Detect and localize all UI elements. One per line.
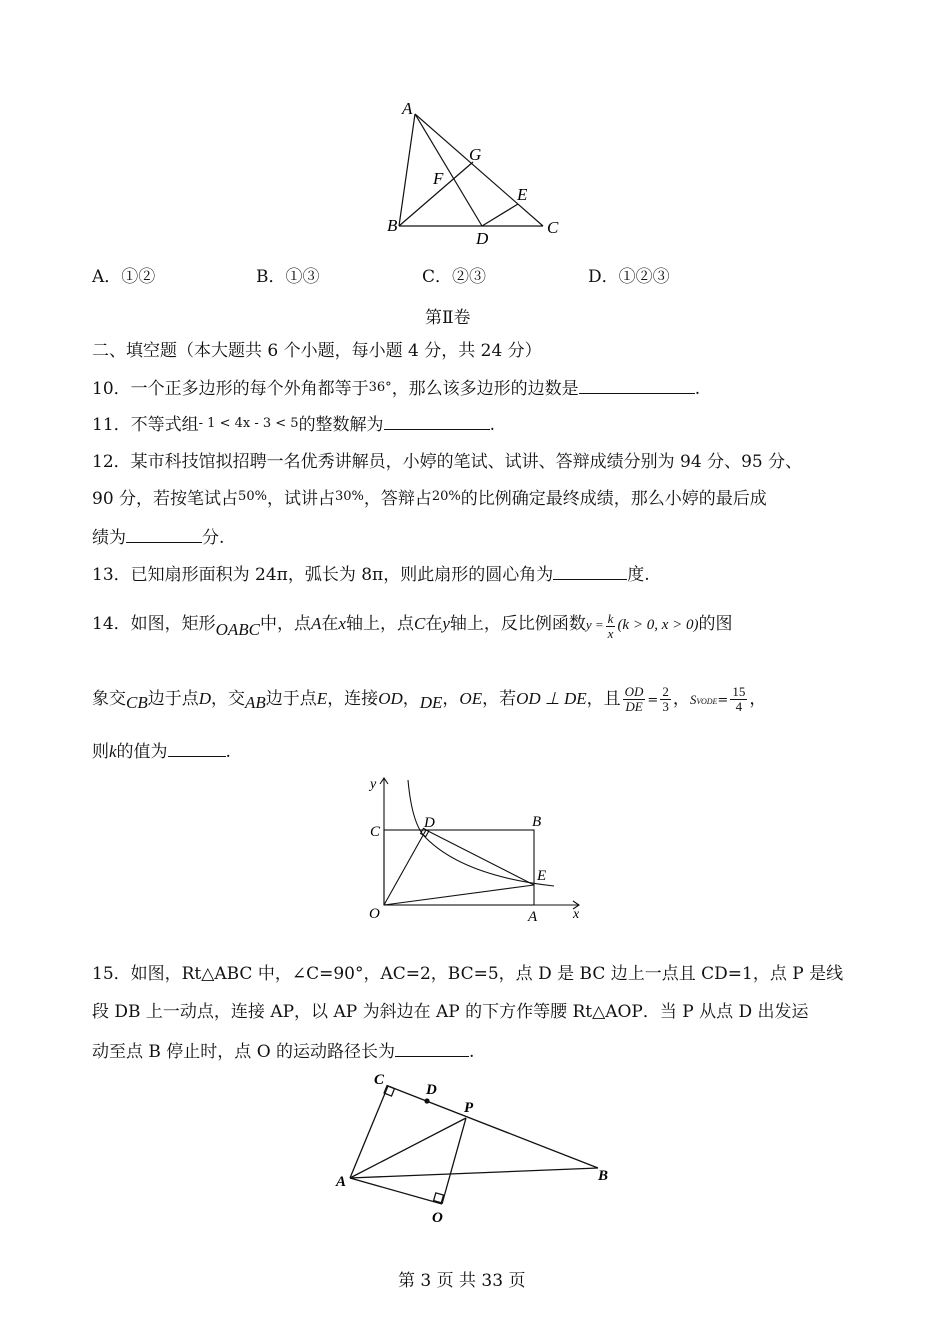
- question-12-line-1: 12．某市科技馆拟招聘一名优秀讲解员，小婷的笔试、试讲、答辩成绩分别为 94 分、95 分、: [92, 452, 803, 472]
- fig3-point-D: [424, 1098, 429, 1103]
- question-10: 10．一个正多边形的每个外角都等于36°，那么该多边形的边数是 .: [92, 379, 701, 399]
- question-11: 11．不等式组- 1 < 4x - 3 < 5的整数解为 .: [92, 415, 495, 435]
- fig1-label-F: F: [433, 169, 444, 188]
- fig1-label-D: D: [476, 229, 489, 248]
- fig3-label-D: D: [426, 1082, 437, 1098]
- option-b: B．①③: [256, 267, 320, 287]
- fig2-label-E: E: [537, 868, 547, 884]
- fig2-label-O: O: [369, 906, 380, 922]
- q14-area-label: S: [689, 692, 697, 707]
- fig3-label-C: C: [374, 1072, 385, 1088]
- figure-triangle: [380, 98, 570, 248]
- answer-blank-11[interactable]: [384, 413, 490, 430]
- question-15-line-2: 段 DB 上一动点，连接 AP，以 AP 为斜边在 AP 的下方作等腰 Rt△AOP．当 P 从点 D 出发运: [92, 1002, 809, 1022]
- answer-blank-12[interactable]: [126, 526, 202, 543]
- question-12-line-2: 90 分，若按笔试占$^{50\%}$，试讲占$^{30\%}$，答辩占$^{20\%}$的比例确定最终成绩，那么小婷的最后成: [92, 489, 767, 509]
- fig1-label-B: B: [387, 216, 398, 235]
- q14-function: y = $\frac{k}{x}$ (k > 0, x > 0): [585, 610, 699, 641]
- fig1-label-G: G: [469, 145, 482, 164]
- q14-perpendicular: OD ⊥ DE: [516, 689, 587, 708]
- question-14-line-3: 则k的值为 .: [92, 742, 231, 762]
- answer-blank-10[interactable]: [579, 377, 695, 394]
- question-13: 13．已知扇形面积为 24π，弧长为 8π，则此扇形的圆心角为 度.: [92, 565, 650, 585]
- q10-angle: 36°: [368, 380, 392, 395]
- section-heading: 二、填空题（本大题共 6 个小题，每小题 4 分，共 24 分）: [92, 341, 542, 361]
- fig2-label-C: C: [370, 824, 381, 840]
- option-d: D．①②③: [588, 267, 670, 287]
- q12-percent-2: 30%: [334, 489, 364, 504]
- question-15-line-1: 15．如图，Rt△ABC 中，∠C=90°，AC=2，BC=5，点 D 是 BC 边上一点且 CD=1，点 P 是线: [92, 964, 844, 984]
- question-12-line-3: 绩为 分.: [92, 528, 225, 548]
- fig1-label-A: A: [402, 99, 413, 118]
- fig2-label-A: A: [528, 909, 538, 925]
- answer-blank-13[interactable]: [553, 563, 627, 580]
- q11-inequality: - 1 < 4x - 3 < 5: [198, 416, 299, 431]
- question-15-line-3: 动至点 B 停止时，点 O 的运动路径长为 .: [92, 1042, 475, 1062]
- option-a: A．①②: [92, 267, 156, 287]
- fig2-label-y: y: [370, 777, 377, 792]
- answer-blank-14[interactable]: [168, 740, 226, 757]
- fig3-label-A: A: [336, 1174, 347, 1190]
- fig2-label-D: D: [424, 815, 435, 831]
- question-14-line-1: 14．如图，矩形OABC中，点A在x轴上，点C在y轴上，反比例函数y = $\frac{k}{x}$ (k > 0, x > 0)的图: [92, 610, 733, 641]
- figure-right-triangle: [330, 1068, 620, 1228]
- question-14-line-2: 象交CB边于点D，交AB边于点E，连接OD，DE，OE，若OD ⊥ DE，且 $\frac{OD}{DE}$ = $\frac{2}{3}$ ，SVODE= $\frac{15}{4}$ ，: [92, 684, 767, 714]
- option-c: C．②③: [422, 267, 487, 287]
- fig1-label-E: E: [517, 185, 528, 204]
- q12-percent-3: 20%: [431, 489, 461, 504]
- figure-rectangle-hyperbola: [364, 770, 594, 925]
- fig2-label-B: B: [532, 814, 542, 830]
- section-title: 第Ⅱ卷: [425, 308, 471, 328]
- fig3-label-P: P: [464, 1100, 474, 1116]
- fig3-label-B: B: [598, 1168, 609, 1184]
- fig2-label-x: x: [573, 907, 580, 922]
- fig1-label-C: C: [547, 218, 559, 237]
- q12-percent-1: 50%: [238, 489, 267, 504]
- page-footer: 第 3 页 共 33 页: [398, 1271, 526, 1291]
- fig3-label-O: O: [432, 1210, 443, 1226]
- answer-blank-15[interactable]: [395, 1040, 469, 1057]
